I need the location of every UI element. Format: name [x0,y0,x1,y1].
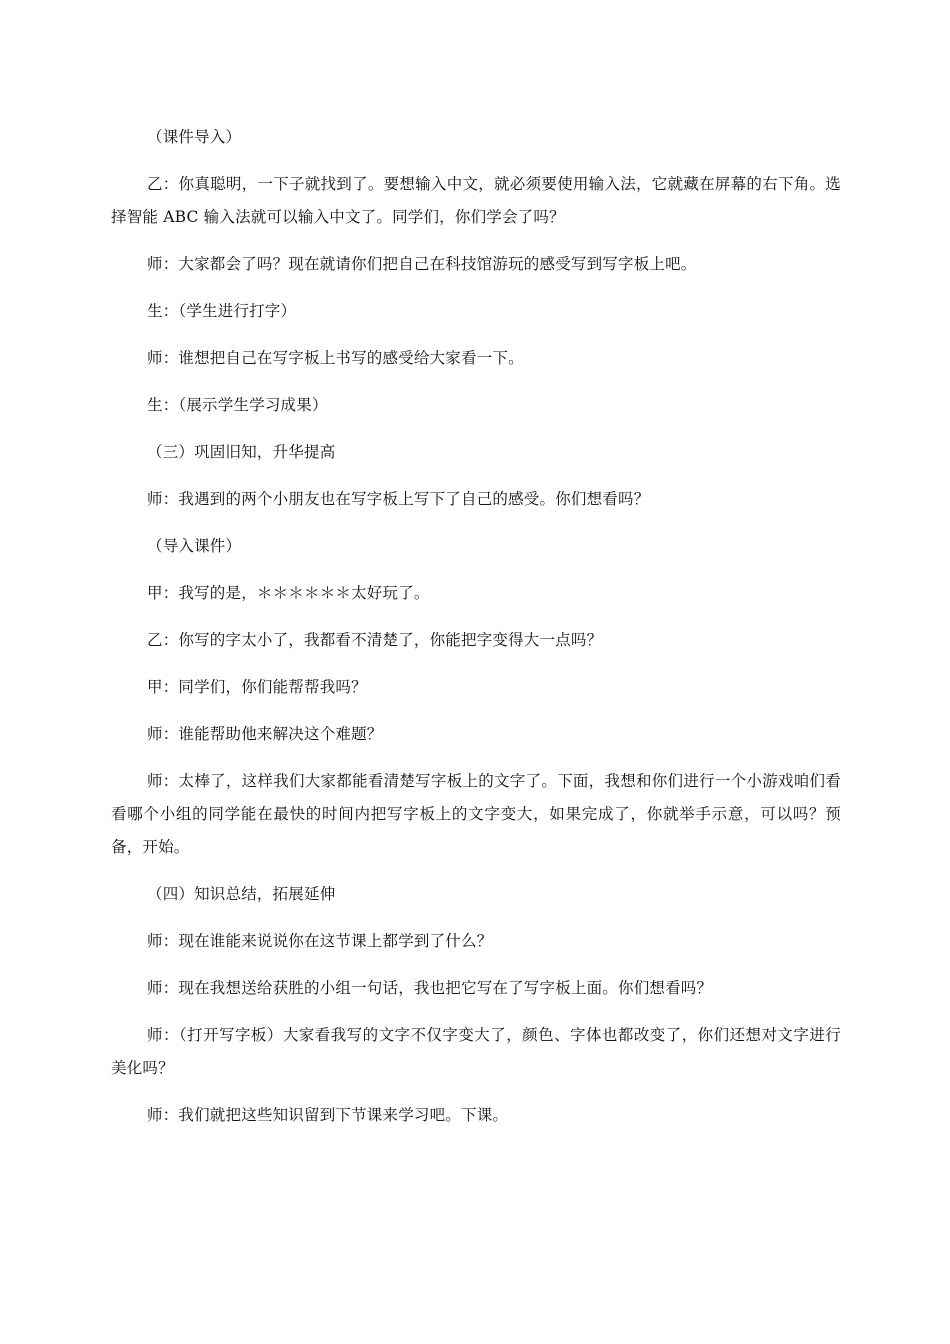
paragraph-courseware-intro: （课件导入） [147,128,242,146]
section-heading-three: （三）巩固旧知，升华提高 [147,443,336,461]
paragraph-dialogue: 师：大家都会了吗？现在就请你们把自己在科技馆游玩的感受写到写字板上吧。 [147,255,697,273]
paragraph-dialogue: 师：谁想把自己在写字板上书写的感受给大家看一下。 [147,349,524,367]
paragraph-dialogue: 师：谁能帮助他来解决这个难题？ [147,725,383,743]
paragraph-dialogue: 乙：你真聪明，一下子就找到了。要想输入中文，就必须要使用输入法，它就藏在屏幕的右下角。选择智能 ABC 输入法就可以输入中文了。同学们，你们学会了吗？ [111,175,841,226]
document-body [111,121,841,1146]
paragraph-dialogue: 甲：同学们，你们能帮帮我吗？ [147,678,367,696]
paragraph-dialogue: 师：现在谁能来说说你在这节课上都学到了什么？ [147,932,493,950]
paragraph-dialogue: 甲：我写的是，＊＊＊＊＊＊太好玩了。 [147,584,430,602]
paragraph-dialogue: 生：（展示学生学习成果） [147,396,328,414]
paragraph-dialogue: 师：我遇到的两个小朋友也在写字板上写下了自己的感受。你们想看吗？ [147,490,650,508]
paragraph-dialogue: 生：（学生进行打字） [147,302,297,320]
section-heading-four: （四）知识总结，拓展延伸 [147,885,336,903]
paragraph-dialogue: 乙：你写的字太小了，我都看不清楚了，你能把字变得大一点吗？ [147,631,603,649]
paragraph-dialogue: 师：太棒了，这样我们大家都能看清楚写字板上的文字了。下面，我想和你们进行一个小游戏咱们看看哪个小组的同学能在最快的时间内把写字板上的文字变大，如果完成了，你就举手示意，可以吗？预备，开始。 [111,772,841,856]
paragraph-dialogue: 师：现在我想送给获胜的小组一句话，我也把它写在了写字板上面。你们想看吗？ [147,979,713,997]
paragraph-dialogue: 师：（打开写字板）大家看我写的文字不仅字变大了，颜色、字体也都改变了，你们还想对文字进行美化吗？ [111,1026,841,1077]
paragraph-import-courseware: （导入课件） [147,537,242,555]
paragraph-dialogue: 师：我们就把这些知识留到下节课来学习吧。下课。 [147,1106,509,1124]
